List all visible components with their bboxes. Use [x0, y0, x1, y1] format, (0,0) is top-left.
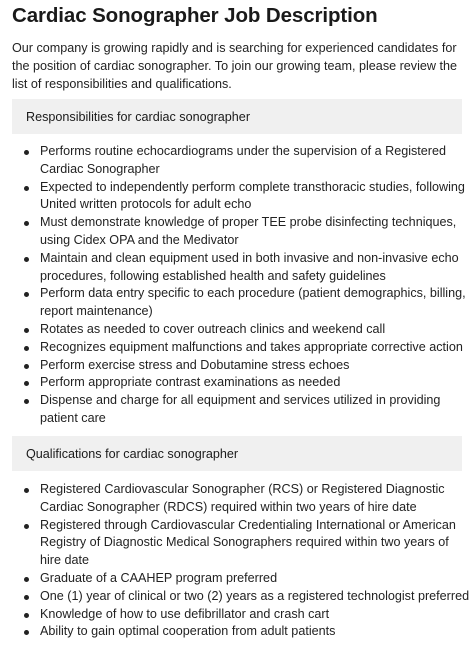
list-item: One (1) year of clinical or two (2) years as a registered technologist preferred — [12, 588, 470, 606]
list-item: Recognizes equipment malfunctions and takes appropriate corrective action — [12, 339, 470, 357]
qualifications-header — [12, 436, 462, 471]
list-item: Registered Cardiovascular Sonographer (RCS) or Registered Diagnostic Cardiac Sonographer (RDCS) required within two years of hire date — [12, 481, 470, 517]
list-item: Perform exercise stress and Dobutamine stress echoes — [12, 357, 470, 375]
intro-paragraph: Our company is growing rapidly and is searching for experienced candidates for the position of cardiac sonographer. To join our growing team, please review the list of responsibilities and qualifications. — [12, 41, 458, 91]
list-item: Knowledge of how to use defibrillator and crash cart — [12, 606, 470, 624]
responsibilities-list — [12, 143, 470, 428]
responsibilities-header — [12, 99, 462, 134]
responsibilities-heading: Responsibilities for cardiac sonographer — [26, 109, 251, 124]
list-item: Perform data entry specific to each procedure (patient demographics, billing, report maintenance) — [12, 285, 470, 321]
list-item: Graduate of a CAAHEP program preferred — [12, 570, 470, 588]
qualifications-list — [12, 481, 470, 641]
list-item: Must demonstrate knowledge of proper TEE probe disinfecting techniques, using Cidex OPA and the Medivator — [12, 214, 470, 250]
list-item: Rotates as needed to cover outreach clinics and weekend call — [12, 321, 470, 339]
list-item: Registered through Cardiovascular Credentialing International or American Registry of Diagnostic Medical Sonographers required within two years of hire date — [12, 517, 470, 570]
list-item: Performs routine echocardiograms under the supervision of a Registered Cardiac Sonographer — [12, 143, 470, 179]
page-title: Cardiac Sonographer Job Description — [12, 4, 378, 27]
list-item: Dispense and charge for all equipment and services utilized in providing patient care — [12, 392, 470, 428]
list-item: Perform appropriate contrast examinations as needed — [12, 374, 470, 392]
list-item: Ability to gain optimal cooperation from adult patients — [12, 623, 470, 641]
list-item: Maintain and clean equipment used in both invasive and non-invasive echo procedures, following established health and safety guidelines — [12, 250, 470, 286]
list-item: Expected to independently perform complete transthoracic studies, following United written protocols for adult echo — [12, 179, 470, 215]
qualifications-heading: Qualifications for cardiac sonographer — [26, 446, 239, 461]
